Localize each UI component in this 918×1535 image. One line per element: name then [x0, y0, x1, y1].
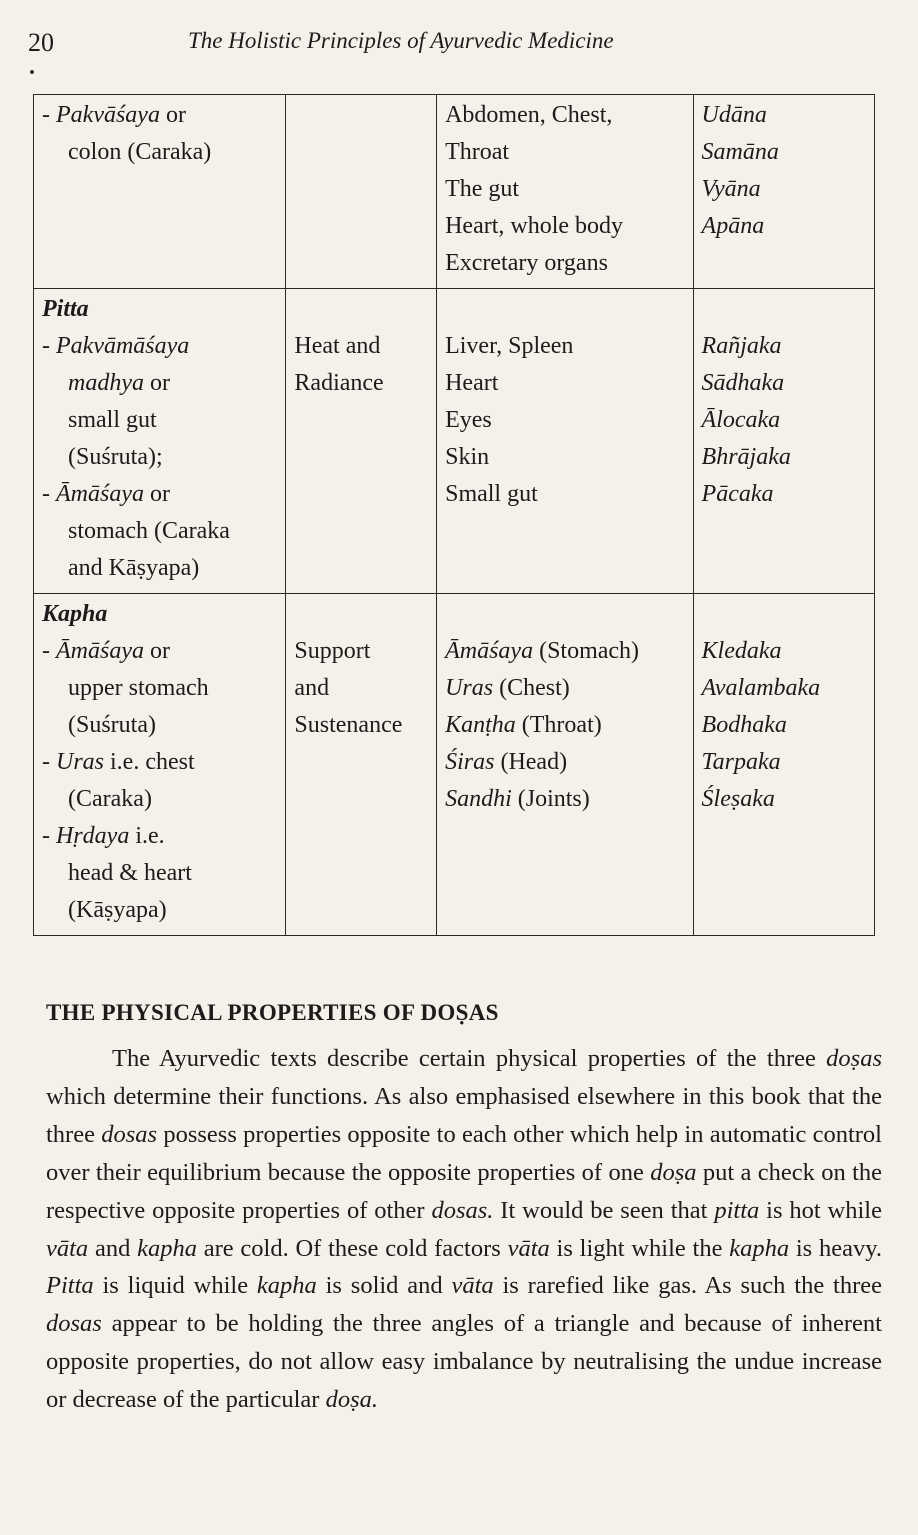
cell-line: Śleṣaka: [701, 786, 775, 812]
cell-line: Sustenance: [294, 712, 403, 738]
cell-line: - Pakvāśaya or: [42, 102, 186, 128]
cell-line: Radiance: [294, 370, 384, 396]
cell-line: head & heart: [68, 860, 192, 886]
pitta-title: Pitta: [42, 296, 89, 322]
cell-line: (Caraka): [68, 786, 152, 812]
cell-line: Support: [294, 638, 371, 664]
kapha-title: Kapha: [42, 601, 108, 627]
body-paragraph: The Ayurvedic texts describe certain physical properties of the three doṣas which determine their functions. As also emphasised elsewhere in this book that the three dosas possess properties opposite to each other which help in automatic control over their equilibrium because the opposite properties of one doṣa put a check on the respective opposite properties of other dosas. It would be seen that pitta is hot while vāta and kapha are cold. Of these cold factors vāta is light while the kapha is heavy. Pitta is liquid while kapha is solid and vāta is rarefied like gas. As such the three dosas appear to be holding the three angles of a triangle and because of inherent opposite properties, do not allow easy imbalance by neutralising the undue increase or decrease of the particular doṣa.: [46, 1045, 882, 1414]
kapha-location-list: [42, 633, 277, 929]
pitta-function-cell: [286, 289, 437, 594]
pitta-subtype-cell: [693, 289, 874, 594]
vata-area-cell: [437, 95, 693, 289]
cell-line: Uras (Chest): [445, 675, 570, 701]
running-title: The Holistic Principles of Ayurvedic Medicine: [188, 28, 614, 53]
cell-line: and Kāṣyapa): [68, 555, 200, 581]
cell-line: Vyāna: [701, 176, 761, 202]
cell-line: - Āmāśaya or: [42, 481, 170, 507]
table-row-pitta: [34, 289, 875, 594]
table-row-kapha: [34, 594, 875, 936]
kapha-area-cell: [437, 594, 693, 936]
cell-line: (Kāṣyapa): [68, 897, 167, 923]
cell-line: Kanṭha (Throat): [445, 712, 602, 738]
cell-line: - Hṛdaya i.e.: [42, 823, 165, 849]
cell-line: (Suśruta): [68, 712, 156, 738]
pitta-location-list: [42, 328, 277, 587]
cell-line: Abdomen, Chest,: [445, 102, 613, 128]
cell-line: Ālocaka: [701, 407, 781, 433]
cell-line: Kledaka: [701, 638, 782, 664]
cell-line: Heart: [445, 370, 499, 396]
cell-line: madhya or: [68, 370, 170, 396]
cell-line: - Pakvāmāśaya: [42, 333, 190, 359]
kapha-function-cell: [286, 594, 437, 936]
page-number: 20: [28, 28, 54, 57]
cell-line: Throat: [445, 139, 510, 165]
cell-line: Skin: [445, 444, 490, 470]
cell-line: Āmāśaya (Stomach): [445, 638, 640, 664]
cell-line: (Suśruta);: [68, 444, 163, 470]
cell-line: - Āmāśaya or: [42, 638, 170, 664]
dosha-table: [33, 94, 875, 936]
cell-line: Eyes: [445, 407, 492, 433]
kapha-location-cell: [34, 594, 286, 936]
cell-line: colon (Caraka): [68, 139, 212, 165]
vata-function-cell: [286, 95, 437, 289]
cell-line: Sandhi (Joints): [445, 786, 590, 812]
cell-line: Tarpaka: [701, 749, 781, 775]
cell-line: and: [294, 675, 330, 701]
cell-line: Liver, Spleen: [445, 333, 574, 359]
cell-line: Excretary organs: [445, 250, 608, 276]
cell-line: Sādhaka: [701, 370, 785, 396]
cell-line: Samāna: [701, 139, 779, 165]
section-heading: THE PHYSICAL PROPERTIES OF DOṢAS: [46, 1000, 499, 1025]
pitta-area-cell: [437, 289, 693, 594]
cell-line: Bodhaka: [701, 712, 787, 738]
cell-line: Pācaka: [701, 481, 774, 507]
pitta-location-cell: [34, 289, 286, 594]
cell-line: Śiras (Head): [445, 749, 568, 775]
cell-line: Rañjaka: [701, 333, 782, 359]
cell-line: Heart, whole body: [445, 213, 624, 239]
vata-location-cell: [34, 95, 286, 289]
cell-line: Apāna: [701, 213, 765, 239]
cell-line: Small gut: [445, 481, 538, 507]
table-row-vata-rest: [34, 95, 875, 289]
kapha-subtype-cell: [693, 594, 874, 936]
cell-line: Heat and: [294, 333, 381, 359]
cell-line: The gut: [445, 176, 520, 202]
vata-subtype-cell: [693, 95, 874, 289]
cell-line: Udāna: [701, 102, 767, 128]
cell-line: stomach (Caraka: [68, 518, 230, 544]
cell-line: Avalambaka: [701, 675, 821, 701]
cell-line: small gut: [68, 407, 157, 433]
cell-line: Bhrājaka: [701, 444, 791, 470]
print-speck: [30, 70, 34, 74]
cell-line: upper stomach: [68, 675, 209, 701]
cell-line: - Uras i.e. chest: [42, 749, 195, 775]
